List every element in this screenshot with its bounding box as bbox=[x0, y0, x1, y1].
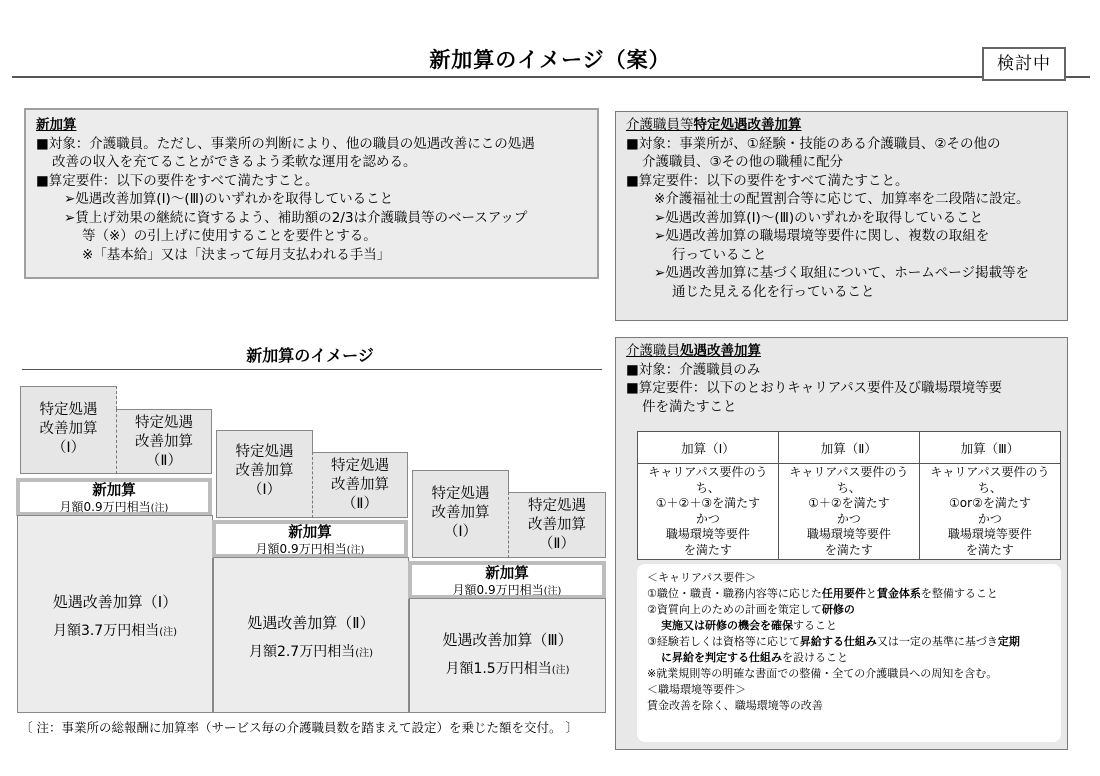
block-label: （Ⅱ） bbox=[538, 536, 576, 552]
image-diagram-rule bbox=[22, 369, 602, 370]
block-title: 新加算 bbox=[92, 483, 136, 499]
specific-treatment-heading bbox=[626, 116, 1057, 135]
specific-addition-1-block bbox=[216, 430, 313, 518]
title-underline bbox=[12, 76, 1090, 78]
heading-main: 特定処遇改善加算 bbox=[693, 117, 802, 133]
block-label: 改善加算 bbox=[135, 434, 193, 450]
cell-line: ①＋②を満たす bbox=[808, 496, 890, 510]
table-cell bbox=[778, 464, 919, 560]
career-path-item-3 bbox=[647, 634, 1051, 650]
addition-requirements-table bbox=[637, 431, 1061, 560]
diagram-footnote: 〔 注：事業所の総報酬に加算率（サービス毎の介護職員数を踏まえて設定）を乗じた額を交付。 〕 bbox=[20, 720, 578, 735]
block-note: (注) bbox=[159, 627, 178, 638]
block-note: (注) bbox=[551, 665, 570, 676]
block-note: (注) bbox=[346, 545, 365, 556]
cell-line: 職場環境等要件 bbox=[665, 527, 750, 541]
text: 任用要件 bbox=[821, 587, 866, 600]
block-label: （Ⅰ） bbox=[247, 482, 282, 498]
text: と bbox=[865, 587, 877, 600]
block-title: 処遇改善加算（Ⅰ） bbox=[52, 593, 178, 611]
treatment-addition-2-block bbox=[213, 557, 409, 713]
requirement-line: ■算定要件：以下の要件をすべて満たすこと。 bbox=[626, 172, 909, 189]
career-path-item-2 bbox=[647, 602, 1051, 618]
block-amount: 月額2.7万円相当 bbox=[248, 644, 356, 660]
table-cell bbox=[638, 464, 779, 560]
table-header: 加算（Ⅱ） bbox=[778, 432, 919, 464]
block-label: 特定処遇 bbox=[528, 498, 586, 514]
specific-addition-2-block bbox=[508, 492, 606, 558]
new-addition-heading: 新加算 bbox=[36, 117, 77, 133]
target-line: ■対象：介護職員。ただし、事業所の判断により、他の職員の処遇改善にこの処遇 bbox=[36, 135, 535, 152]
block-amount: 月額0.9万円相当 bbox=[255, 542, 347, 556]
heading-prefix: 介護職員等 bbox=[626, 117, 694, 133]
cell-line: を満たす bbox=[965, 542, 1014, 557]
block-label: （Ⅰ） bbox=[443, 524, 478, 540]
cell-line: キャリアパス要件のうち、 bbox=[930, 465, 1050, 495]
text: を設けること bbox=[782, 651, 848, 664]
requirement-item: ➢賃上げ効果の継続に資するよう、補助額の2/3は介護職員等のベースアップ bbox=[64, 209, 528, 226]
specific-addition-2-block bbox=[312, 452, 408, 518]
text: に昇給を判定する仕組み bbox=[661, 651, 782, 664]
block-label: 特定処遇 bbox=[135, 415, 193, 431]
block-note: (注) bbox=[355, 648, 374, 659]
cell-line: キャリアパス要件のうち、 bbox=[648, 465, 768, 495]
image-diagram-title: 新加算のイメージ bbox=[246, 346, 374, 365]
text: 昇給する仕組み bbox=[799, 635, 877, 648]
cell-line: ①or②を満たす bbox=[949, 496, 1031, 510]
target-line-cont: 改善の収入を充てることができるよう柔軟な運用を認める。 bbox=[52, 154, 417, 170]
block-amount: 月額1.5万円相当 bbox=[445, 661, 552, 677]
new-addition-block-frame bbox=[408, 561, 606, 599]
block-label: （Ⅱ） bbox=[341, 496, 379, 512]
heading-main: 処遇改善加算 bbox=[680, 343, 761, 359]
cell-line: 職場環境等要件 bbox=[947, 527, 1032, 541]
requirement-item: ➢処遇改善加算に基づく取組について、ホームページ掲載等を bbox=[654, 265, 1030, 281]
treatment-addition-3-block bbox=[409, 598, 606, 713]
target-line: ■対象：介護職員のみ bbox=[626, 361, 761, 378]
specific-addition-1-block bbox=[412, 470, 509, 558]
block-note: (注) bbox=[150, 503, 169, 514]
requirement-item-cont: 通じた見える化を行っていること bbox=[672, 283, 875, 300]
new-addition-block-frame bbox=[212, 520, 408, 558]
target-line-cont: 介護職員、③その他の職種に配分 bbox=[642, 154, 844, 170]
cell-line: かつ bbox=[977, 511, 1002, 526]
specific-treatment-box bbox=[615, 111, 1068, 321]
career-path-note: ※就業規則等の明確な書面での整備・全ての介護職員への周知を含む。 bbox=[647, 667, 998, 680]
table-header: 加算（Ⅲ） bbox=[919, 432, 1060, 464]
cell-line: を満たす bbox=[824, 542, 873, 557]
specific-addition-1-block bbox=[20, 386, 117, 474]
text: すること bbox=[793, 619, 837, 632]
work-env-text: 賃金改善を除く、職場環境等の改善 bbox=[647, 699, 823, 712]
new-addition-block bbox=[216, 524, 404, 554]
cell-line: かつ bbox=[695, 511, 720, 526]
career-path-item-2-cont bbox=[647, 618, 1051, 634]
block-label: （Ⅰ） bbox=[51, 440, 86, 456]
status-badge: 検討中 bbox=[982, 47, 1066, 81]
block-label: 特定処遇 bbox=[431, 486, 490, 502]
text: 研修の bbox=[821, 603, 855, 616]
treatment-improvement-heading bbox=[626, 342, 1057, 361]
requirement-line: ■算定要件：以下の要件をすべて満たすこと。 bbox=[36, 172, 319, 189]
requirement-item: ➢処遇改善加算(Ⅰ)～(Ⅲ)のいずれかを取得していること bbox=[654, 209, 984, 226]
new-addition-block bbox=[412, 565, 602, 595]
requirement-item-cont: 等（※）の引上げに使用することを要件とする。 bbox=[82, 228, 377, 244]
target-line: ■対象：事業所が、①経験・技能のある介護職員、②その他の bbox=[626, 135, 1001, 152]
text: ②資質向上のための計画を策定して bbox=[647, 603, 822, 616]
block-label: 改善加算 bbox=[431, 505, 490, 521]
text: 定期 bbox=[997, 635, 1020, 648]
text: 賃金体系 bbox=[876, 587, 921, 600]
new-addition-block bbox=[20, 482, 208, 512]
requirement-footnote: ※「基本給」又は「決まって毎月支払われる手当」 bbox=[82, 246, 391, 263]
block-label: 改善加算 bbox=[39, 421, 98, 437]
cell-line: を満たす bbox=[683, 542, 732, 557]
requirement-line: ■算定要件：以下のとおりキャリアパス要件及び職場環境等要 bbox=[626, 380, 1003, 396]
block-note: (注) bbox=[543, 586, 562, 597]
work-env-heading: ＜職場環境等要件＞ bbox=[647, 683, 746, 696]
block-label: 改善加算 bbox=[528, 517, 586, 533]
career-path-heading: ＜キャリアパス要件＞ bbox=[647, 571, 757, 584]
requirement-line-cont: 件を満たすこと bbox=[642, 398, 737, 415]
page-title: 新加算のイメージ（案） bbox=[429, 48, 671, 72]
text: 実施又は研修の機会を確保 bbox=[661, 619, 793, 632]
heading-prefix: 介護職員 bbox=[626, 343, 680, 359]
career-path-requirements-box bbox=[637, 564, 1061, 742]
cell-line: かつ bbox=[836, 511, 861, 526]
block-amount: 月額3.7万円相当 bbox=[52, 623, 160, 639]
requirement-item: ➢処遇改善加算の職場環境等要件に関し、複数の取組を bbox=[654, 228, 990, 244]
requirement-item-cont: 行っていること bbox=[672, 246, 767, 263]
cell-line: キャリアパス要件のうち、 bbox=[789, 465, 909, 495]
text: を整備すること bbox=[920, 587, 998, 600]
treatment-addition-1-block bbox=[17, 515, 213, 713]
block-title: 処遇改善加算（Ⅲ） bbox=[442, 631, 573, 649]
new-addition-block-frame bbox=[16, 478, 212, 516]
block-label: 特定処遇 bbox=[235, 444, 294, 460]
block-label: 改善加算 bbox=[331, 477, 389, 493]
specific-addition-2-block bbox=[116, 409, 212, 474]
block-label: 改善加算 bbox=[235, 463, 294, 479]
block-label: （Ⅱ） bbox=[145, 453, 183, 469]
career-path-item-3-cont bbox=[647, 650, 1051, 666]
text: ③経験若しくは資格等に応じて bbox=[647, 635, 800, 648]
block-title: 処遇改善加算（Ⅱ） bbox=[247, 614, 375, 632]
block-amount: 月額0.9万円相当 bbox=[452, 583, 544, 597]
cell-line: ①＋②＋③を満たす bbox=[655, 496, 761, 510]
table-header: 加算（Ⅰ） bbox=[638, 432, 779, 464]
block-title: 新加算 bbox=[288, 525, 332, 541]
block-label: 特定処遇 bbox=[331, 458, 389, 474]
block-amount: 月額0.9万円相当 bbox=[59, 500, 151, 514]
block-label: 特定処遇 bbox=[39, 402, 98, 418]
requirement-note: ※介護福祉士の配置割合等に応じて、加算率を二段階に設定。 bbox=[654, 191, 1030, 207]
career-path-item-1 bbox=[647, 586, 1051, 602]
requirement-item: ➢処遇改善加算(Ⅰ)～(Ⅲ)のいずれかを取得していること bbox=[64, 191, 394, 207]
new-addition-box bbox=[24, 108, 599, 279]
text: ①職位・職責・職務内容等に応じた bbox=[647, 587, 822, 600]
block-title: 新加算 bbox=[485, 566, 529, 582]
cell-line: 職場環境等要件 bbox=[806, 527, 891, 541]
table-cell bbox=[919, 464, 1060, 560]
text: 又は一定の基準に基づき bbox=[876, 635, 998, 648]
